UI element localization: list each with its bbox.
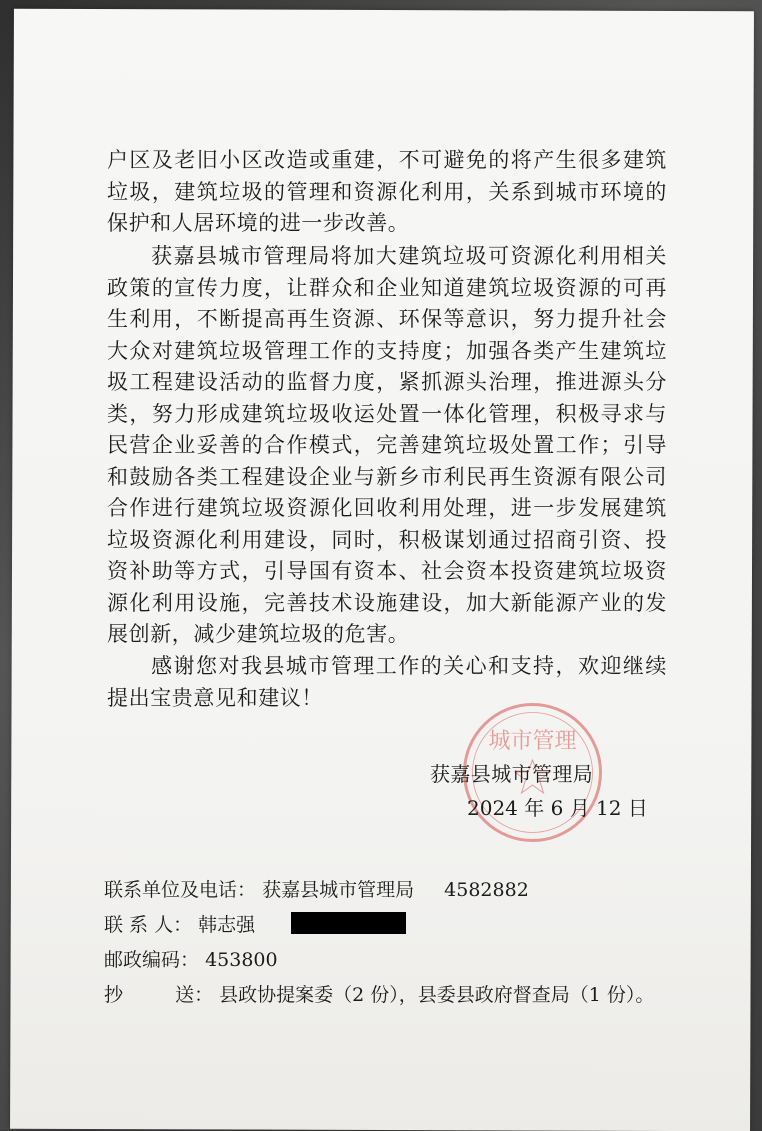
contact-person-line xyxy=(104,910,406,937)
contact-unit-label: 联系单位及电话： xyxy=(104,879,257,901)
cc-line xyxy=(104,980,654,1007)
signature-date: 2024 年 6 月 12 日 xyxy=(467,796,648,820)
postcode-line xyxy=(104,945,278,972)
redacted-phone xyxy=(291,912,406,934)
contact-unit-line xyxy=(104,875,529,902)
contact-person-value: 韩志强 xyxy=(198,914,256,936)
cc-label-b: 送： xyxy=(175,984,214,1006)
contact-person-label: 联 系 人： xyxy=(104,914,193,936)
cc-label-a: 抄 xyxy=(104,984,124,1006)
contact-phone: 4582882 xyxy=(444,879,529,901)
signature-organization: 获嘉县城市管理局 xyxy=(430,762,594,786)
letter-paragraph-1: 户区及老旧小区改造或重建，不可避免的将产生很多建筑垃圾，建筑垃圾的管理和资源化利用，关系到城市环境的保护和人居环境的进一步改善。 xyxy=(107,148,667,235)
postcode-label: 邮政编码： xyxy=(104,949,200,971)
letter-paragraph-2: 获嘉县城市管理局将加大建筑垃圾可资源化利用相关政策的宣传力度，让群众和企业知道建筑垃圾资源的可再生利用，不断提高再生资源、环保等意识，努力提升社会大众对建筑垃圾管理工作的支持度；加强各类产生建筑垃圾工程建设活动的监督力度，紧抓源头治理，推进源头分类，努力形成建筑垃圾收运处置一体化管理，积极寻求与民营企业妥善的合作模式，完善建筑垃圾处置工作；引导和鼓励各类工程建设企业与新乡市利民再生资源有限公司合作进行建筑垃圾资源化回收利用处理，进一步发展建筑垃圾资源化利用建设，同时，积极谋划通过招商引资、投资补助等方式，引导国有资本、社会资本投资建筑垃圾资源化利用设施，完善技术设施建设，加大新能源产业的发展创新，减少建筑垃圾的危害。 xyxy=(107,244,667,646)
contact-unit-value: 获嘉县城市管理局 xyxy=(262,879,415,901)
cc-value: 县政协提案委（2 份），县委县政府督查局（1 份）。 xyxy=(219,984,655,1006)
postcode-value: 453800 xyxy=(205,949,278,971)
letter-paragraph-3: 感谢您对我县城市管理工作的关心和支持，欢迎继续提出宝贵意见和建议！ xyxy=(107,654,667,710)
seal-text: 城市管理 xyxy=(488,729,577,754)
